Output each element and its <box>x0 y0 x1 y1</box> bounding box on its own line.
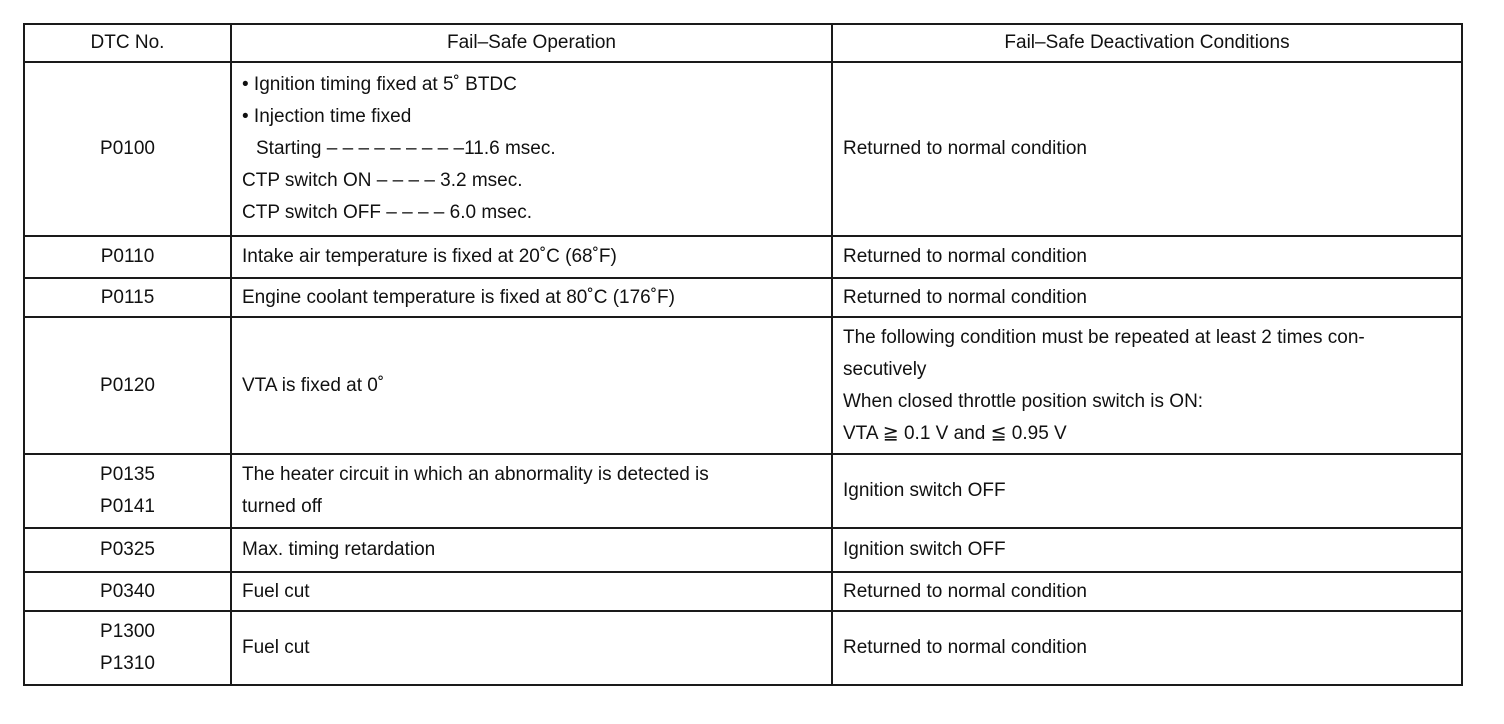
deactivation-line: Returned to normal condition <box>843 637 1087 658</box>
table-row <box>24 611 1462 685</box>
deactivation-line: Returned to normal condition <box>843 580 1087 602</box>
operation-line: • Injection time fixed <box>242 106 412 127</box>
operation-line: VTA is fixed at 0˚ <box>242 374 385 396</box>
dtc-cell <box>24 278 231 317</box>
deactivation-line: When closed throttle position switch is ON: <box>843 390 1204 412</box>
dtc-code: P0141 <box>100 496 155 517</box>
operation-line: Fuel cut <box>242 580 310 602</box>
deactivation-cell <box>832 236 1462 278</box>
operation-cell <box>231 236 832 278</box>
deactivation-cell <box>832 454 1462 528</box>
deactivation-cell <box>832 62 1462 236</box>
table-row <box>24 572 1462 611</box>
deactivation-cell <box>832 317 1462 454</box>
operation-line: Max. timing retardation <box>242 539 436 560</box>
deactivation-line: secutively <box>843 358 927 380</box>
dtc-code: P1300 <box>100 621 155 642</box>
table-row <box>24 278 1462 317</box>
deactivation-cell <box>832 572 1462 611</box>
operation-cell <box>231 317 832 454</box>
dtc-code: P0120 <box>100 374 155 396</box>
header-dtc: DTC No. <box>24 24 231 62</box>
table-header-row <box>24 24 1462 62</box>
dtc-cell <box>24 528 231 572</box>
operation-cell <box>231 278 832 317</box>
dtc-cell <box>24 317 231 454</box>
deactivation-line: Ignition switch OFF <box>843 539 1006 560</box>
deactivation-cell <box>832 528 1462 572</box>
dtc-code: P0340 <box>100 580 155 602</box>
operation-line: Fuel cut <box>242 637 310 658</box>
dtc-code: P0100 <box>100 138 155 159</box>
dtc-code: P1310 <box>100 653 155 674</box>
operation-line: Starting – – – – – – – – –11.6 msec. <box>256 138 556 159</box>
deactivation-line: The following condition must be repeated at least 2 times con- <box>843 326 1365 348</box>
operation-line: CTP switch OFF – – – – 6.0 msec. <box>242 202 533 223</box>
deactivation-line: VTA ≧ 0.1 V and ≦ 0.95 V <box>843 422 1067 444</box>
table-row <box>24 236 1462 278</box>
operation-cell <box>231 611 832 685</box>
operation-line: CTP switch ON – – – – 3.2 msec. <box>242 170 523 191</box>
deactivation-cell <box>832 611 1462 685</box>
operation-line: • Ignition timing fixed at 5˚ BTDC <box>242 74 517 95</box>
deactivation-cell <box>832 278 1462 317</box>
operation-cell <box>231 454 832 528</box>
header-fail-safe-operation: Fail–Safe Operation <box>231 24 832 62</box>
operation-line: turned off <box>242 496 322 517</box>
header-deactivation-conditions: Fail–Safe Deactivation Conditions <box>832 24 1462 62</box>
dtc-cell <box>24 62 231 236</box>
dtc-cell <box>24 611 231 685</box>
table-row <box>24 62 1462 236</box>
operation-cell <box>231 572 832 611</box>
deactivation-line: Returned to normal condition <box>843 246 1087 267</box>
operation-line: Intake air temperature is fixed at 20˚C (68˚F) <box>242 246 617 267</box>
dtc-code: P0115 <box>100 286 155 308</box>
fail-safe-table <box>23 23 1463 686</box>
dtc-cell <box>24 454 231 528</box>
dtc-code: P0135 <box>100 464 155 485</box>
operation-cell <box>231 528 832 572</box>
deactivation-line: Ignition switch OFF <box>843 480 1006 501</box>
operation-line: Engine coolant temperature is fixed at 80˚C (176˚F) <box>242 286 675 308</box>
dtc-cell <box>24 572 231 611</box>
table-row <box>24 317 1462 454</box>
operation-line: The heater circuit in which an abnormality is detected is <box>242 464 709 485</box>
dtc-code: P0325 <box>100 539 155 560</box>
dtc-cell <box>24 236 231 278</box>
fail-safe-table-container <box>23 23 1461 686</box>
dtc-code: P0110 <box>100 246 155 267</box>
deactivation-line: Returned to normal condition <box>843 138 1087 159</box>
operation-cell <box>231 62 832 236</box>
deactivation-line: Returned to normal condition <box>843 286 1087 308</box>
table-row <box>24 454 1462 528</box>
table-row <box>24 528 1462 572</box>
